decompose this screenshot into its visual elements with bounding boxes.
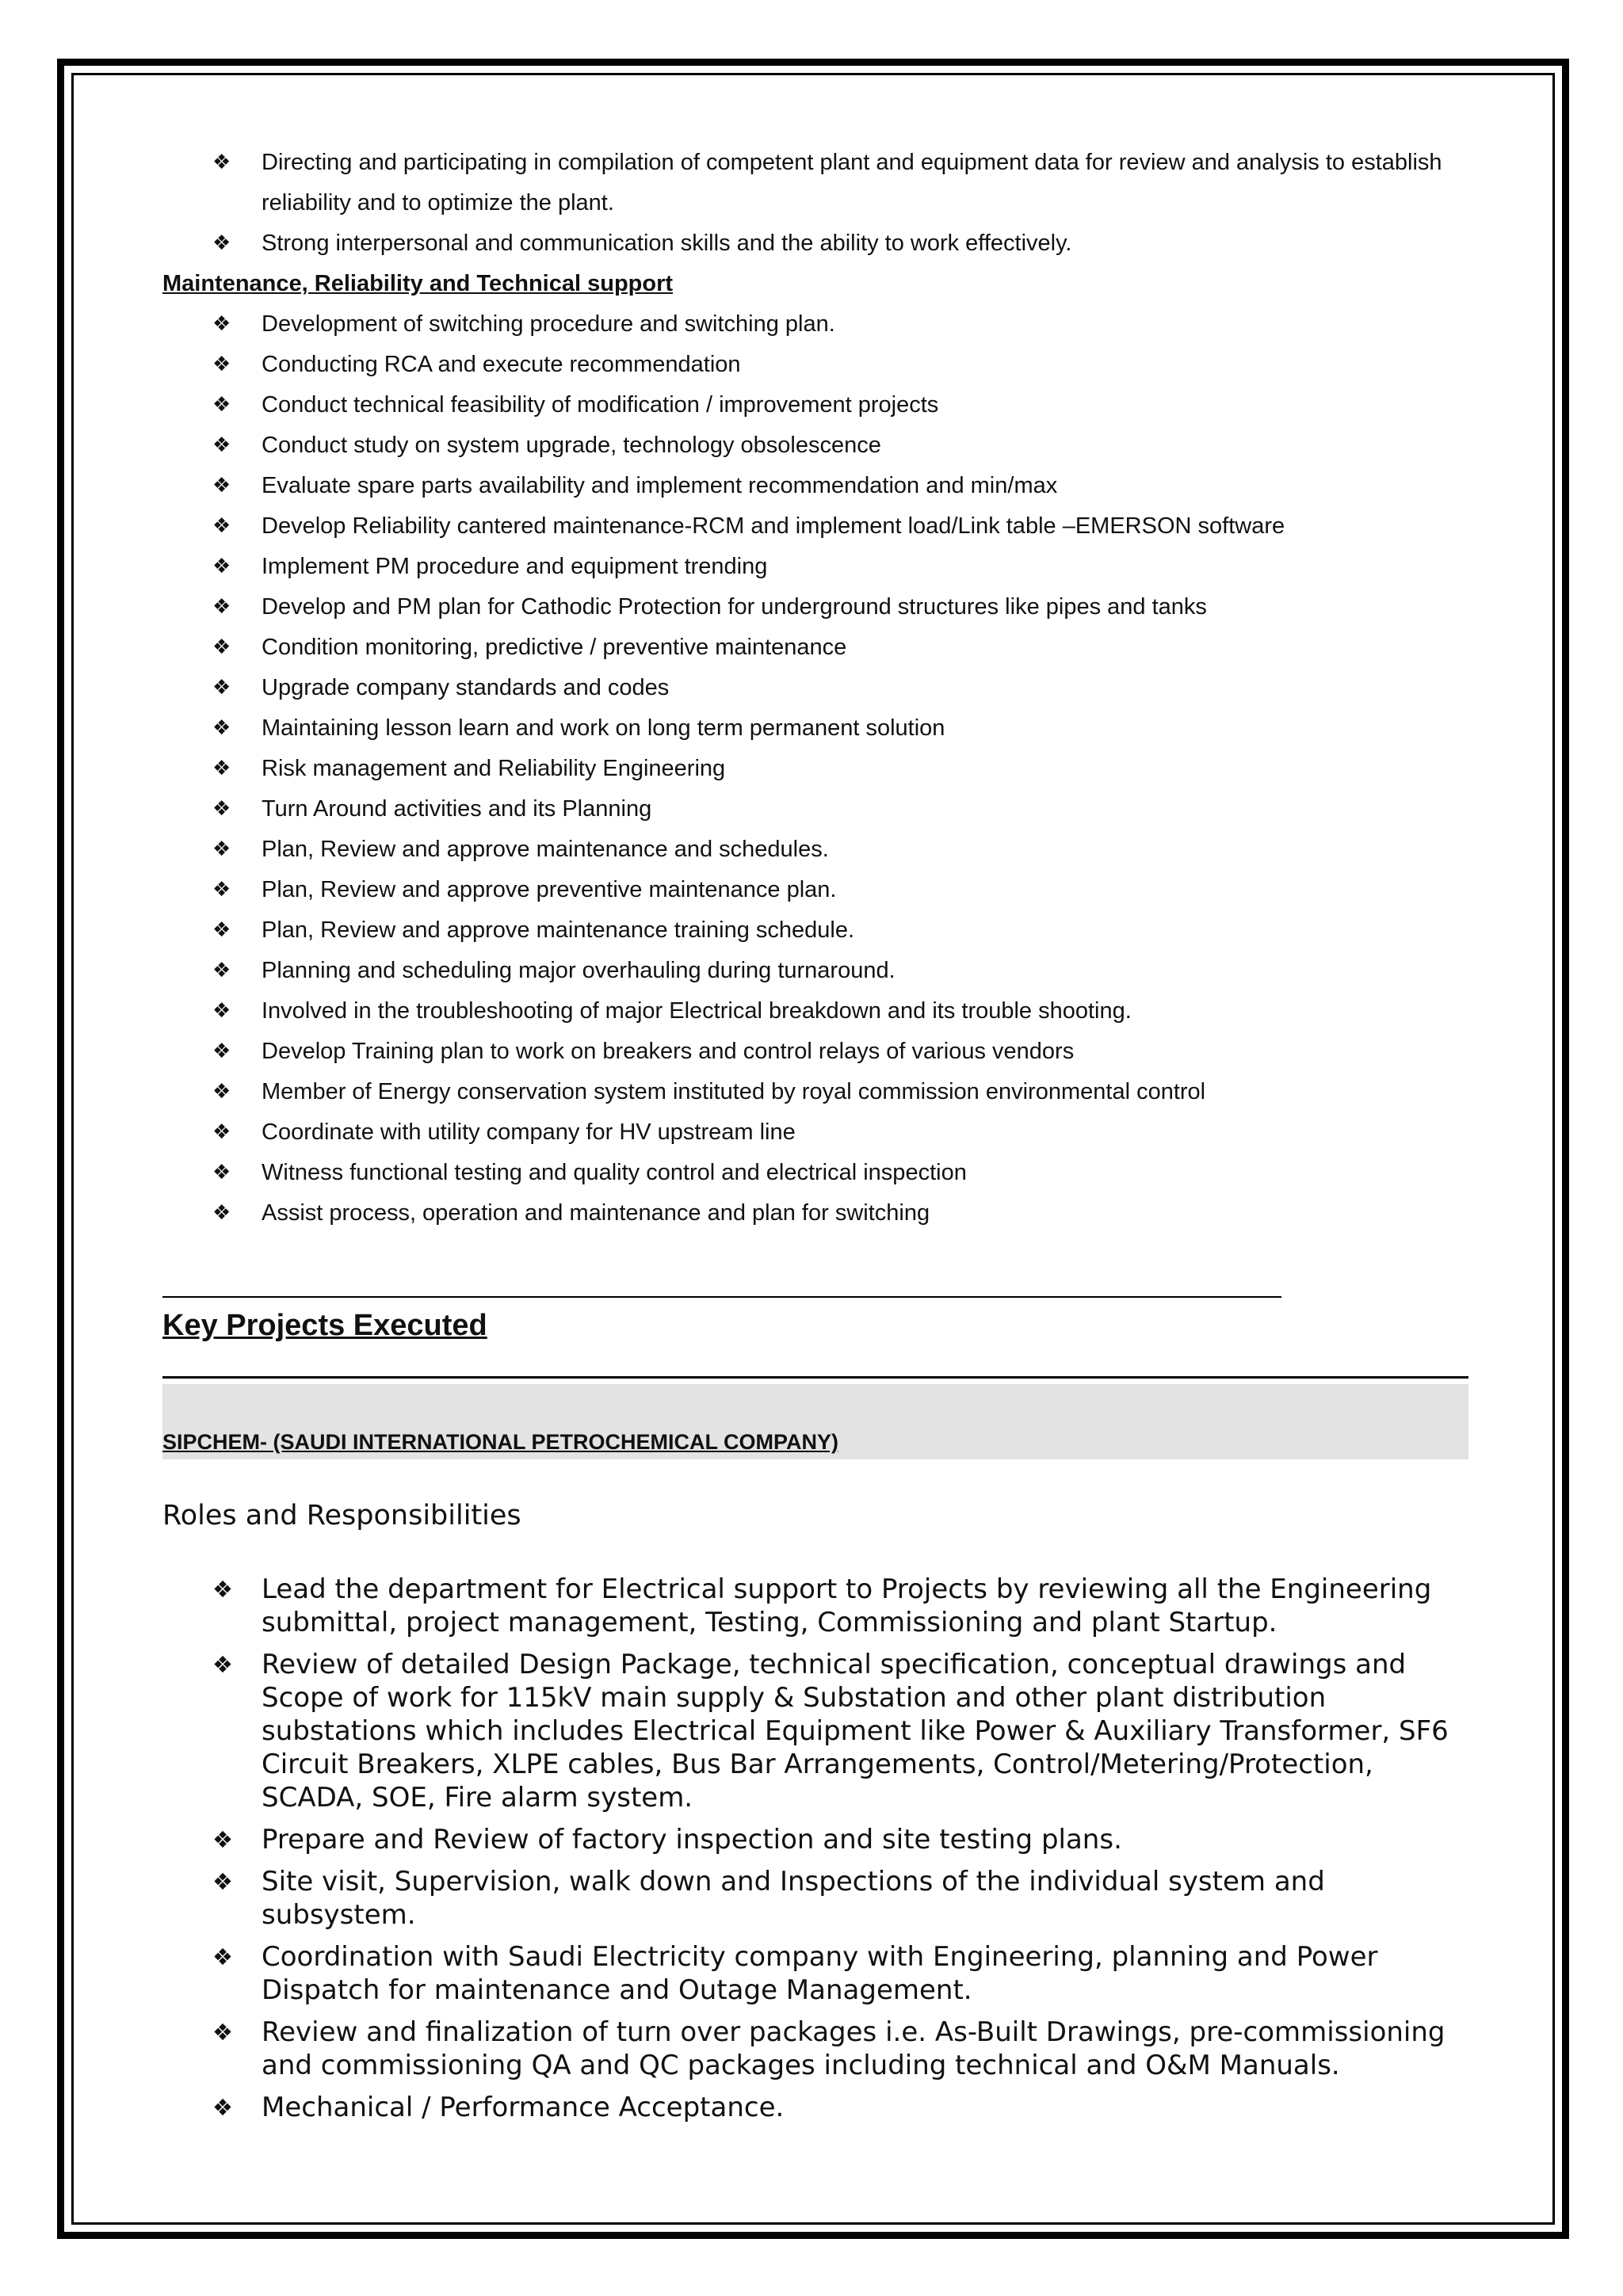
diamond-bullet-icon: ❖ [212,999,231,1023]
list-item [162,1823,1472,1856]
list-item-text: Member of Energy conservation system instituted by royal commission environmental control [262,1079,1206,1104]
diamond-bullet-icon: ❖ [212,1826,233,1853]
list-item [162,1032,1472,1072]
list-item [162,1940,1472,2007]
diamond-bullet-icon: ❖ [212,716,231,740]
list-item [162,223,1472,264]
list-item-text: Develop and PM plan for Cathodic Protection for underground structures like pipes and tanks [262,594,1207,620]
list-item [162,1193,1472,1234]
diamond-bullet-icon: ❖ [212,797,231,821]
list-item-text: Plan, Review and approve maintenance and schedules. [262,837,829,862]
list-item-text: Development of switching procedure and switching plan. [262,311,835,337]
list-item [162,547,1472,587]
diamond-bullet-icon: ❖ [212,1080,231,1104]
diamond-bullet-icon: ❖ [212,393,231,417]
list-item-text: Turn Around activities and its Planning [262,796,652,822]
list-item [162,1573,1472,1639]
list-item-text: Lead the department for Electrical support to Projects by reviewing all the Engineering submittal, project management, Testing, Commissioning and plant Startup. [262,1573,1432,1638]
list-item-text: Review and finalization of turn over packages i.e. As-Built Drawings, pre-commissioning and commissioning QA and QC packages including technical and O&M Manuals. [262,2016,1445,2081]
document-body [162,143,1472,1234]
list-item-text: Conduct technical feasibility of modification / improvement projects [262,392,939,418]
list-item [162,506,1472,547]
company-name: SIPCHEM- (SAUDI INTERNATIONAL PETROCHEMICAL COMPANY) [162,1430,839,1454]
list-item [162,627,1472,668]
diamond-bullet-icon: ❖ [212,1120,231,1144]
list-item-text: Mechanical / Performance Acceptance. [262,2092,785,2123]
list-item-text: Involved in the troubleshooting of major Electrical breakdown and its trouble shooting. [262,998,1132,1024]
list-item-text: Witness functional testing and quality control and electrical inspection [262,1160,967,1185]
diamond-bullet-icon: ❖ [212,1576,233,1603]
list-item-text: Assist process, operation and maintenance and plan for switching [262,1200,930,1226]
list-item [162,1648,1472,1814]
list-item [162,910,1472,951]
diamond-bullet-icon: ❖ [212,433,231,457]
diamond-bullet-icon: ❖ [212,474,231,498]
list-item [162,668,1472,708]
section-divider [162,1296,1281,1298]
diamond-bullet-icon: ❖ [212,1161,231,1184]
diamond-bullet-icon: ❖ [212,595,231,619]
intro-bullet-list [162,143,1472,264]
diamond-bullet-icon: ❖ [212,918,231,942]
list-item-text: Prepare and Review of factory inspection and site testing plans. [262,1824,1122,1855]
list-item [162,951,1472,991]
list-item-text: Strong interpersonal and communication skills and the ability to work effectively. [262,231,1072,256]
list-item [162,2016,1472,2082]
list-item [162,870,1472,910]
list-item-text: Implement PM procedure and equipment trending [262,554,768,579]
list-item-text: Review of detailed Design Package, technical specification, conceptual drawings and Scope of work for 115kV main supply & Substation and other plant distribution substations which includes Electrical Equipment like Power & Auxiliary Transformer, SF6 Circuit Breakers, XLPE cables, Bus Bar Arrangements, Control/Metering/Protection, SCADA, SOE, Fire alarm system. [262,1649,1449,1814]
diamond-bullet-icon: ❖ [212,1039,231,1063]
list-item-text: Coordination with Saudi Electricity company with Engineering, planning and Power Dispatch for maintenance and Outage Management. [262,1941,1378,2006]
list-item-text: Risk management and Reliability Engineering [262,756,726,781]
key-projects-title: Key Projects Executed [162,1309,487,1342]
list-item-text: Upgrade company standards and codes [262,675,670,700]
list-item [162,749,1472,789]
roles-bullet-list [162,1573,1472,2133]
list-item-text: Site visit, Supervision, walk down and Inspections of the individual system and subsystem. [262,1866,1325,1931]
list-item-text: Plan, Review and approve maintenance training schedule. [262,917,855,943]
diamond-bullet-icon: ❖ [212,1651,233,1678]
list-item-text: Plan, Review and approve preventive maintenance plan. [262,877,837,902]
diamond-bullet-icon: ❖ [212,231,231,255]
list-item [162,143,1472,223]
list-item-text: Develop Reliability cantered maintenance-RCM and implement load/Link table –EMERSON software [262,513,1285,539]
diamond-bullet-icon: ❖ [212,1201,231,1225]
list-item-text: Develop Training plan to work on breakers and control relays of various vendors [262,1039,1075,1064]
diamond-bullet-icon: ❖ [212,555,231,578]
diamond-bullet-icon: ❖ [212,1868,233,1895]
list-item [162,345,1472,385]
diamond-bullet-icon: ❖ [212,837,231,861]
list-item [162,2091,1472,2124]
diamond-bullet-icon: ❖ [212,514,231,538]
list-item [162,304,1472,345]
list-item [162,1112,1472,1153]
key-projects-rule [162,1376,1468,1379]
diamond-bullet-icon: ❖ [212,312,231,336]
diamond-bullet-icon: ❖ [212,2019,233,2046]
list-item-text: Coordinate with utility company for HV upstream line [262,1119,796,1145]
list-item [162,425,1472,466]
list-item-text: Directing and participating in compilation of competent plant and equipment data for review and analysis to establish reliability and to optimize the plant. [262,150,1442,215]
diamond-bullet-icon: ❖ [212,959,231,982]
list-item-text: Conducting RCA and execute recommendation [262,352,741,377]
list-item-text: Conduct study on system upgrade, technology obsolescence [262,433,881,458]
list-item [162,385,1472,425]
list-item [162,830,1472,870]
roles-title: Roles and Responsibilities [162,1500,521,1531]
list-item [162,1153,1472,1193]
list-item [162,587,1472,627]
diamond-bullet-icon: ❖ [212,353,231,376]
maintenance-bullet-list [162,304,1472,1234]
diamond-bullet-icon: ❖ [212,676,231,700]
list-item [162,789,1472,830]
diamond-bullet-icon: ❖ [212,757,231,780]
maintenance-heading: Maintenance, Reliability and Technical support [162,271,674,296]
diamond-bullet-icon: ❖ [212,1943,233,1970]
list-item-text: Planning and scheduling major overhauling during turnaround. [262,958,896,983]
list-item [162,466,1472,506]
diamond-bullet-icon: ❖ [212,878,231,902]
list-item [162,708,1472,749]
diamond-bullet-icon: ❖ [212,635,231,659]
list-item-text: Evaluate spare parts availability and implement recommendation and min/max [262,473,1058,498]
diamond-bullet-icon: ❖ [212,151,231,174]
list-item [162,991,1472,1032]
list-item-text: Condition monitoring, predictive / preventive maintenance [262,635,847,660]
list-item [162,1865,1472,1932]
diamond-bullet-icon: ❖ [212,2094,233,2121]
list-item [162,1072,1472,1112]
list-item-text: Maintaining lesson learn and work on long term permanent solution [262,715,945,741]
